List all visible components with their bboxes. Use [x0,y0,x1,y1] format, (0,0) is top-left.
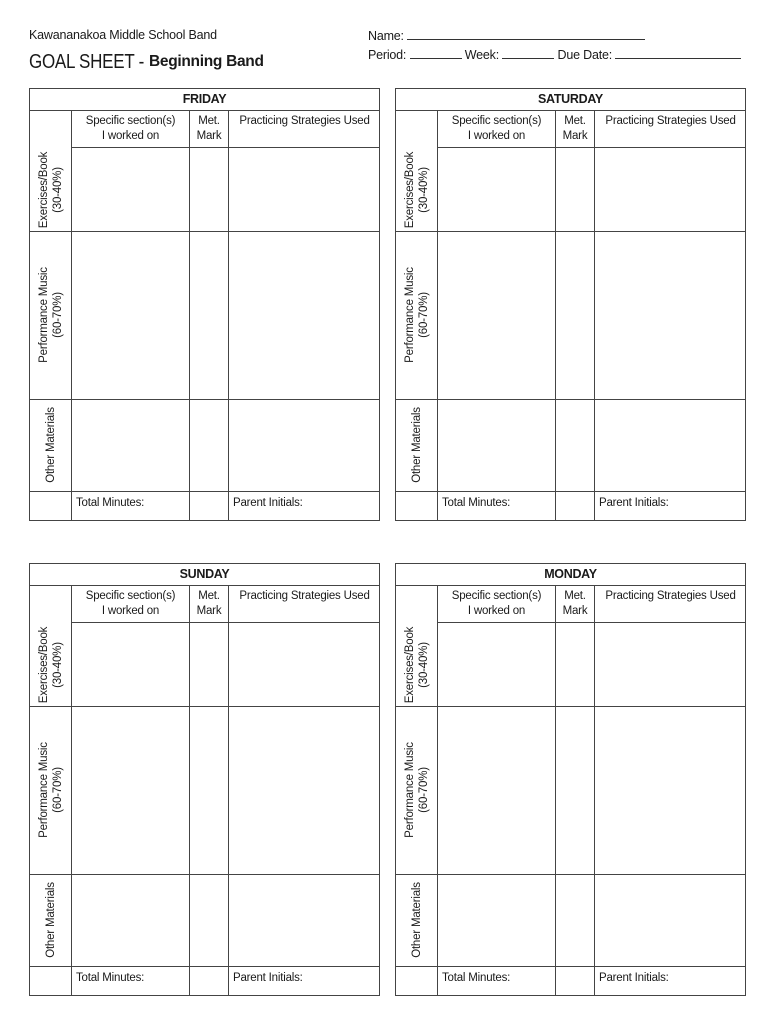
due-date-line[interactable] [615,47,741,59]
name-line[interactable] [407,28,645,40]
parent-initials-label: Parent Initials: [233,972,303,984]
title-main: GOAL SHEET - [29,51,145,73]
name-field[interactable] [368,28,645,43]
row-label-performance: Performance Music (60-70%) [403,742,430,838]
day-heading-saturday: SATURDAY [396,89,745,111]
col-header-met-mark: Met. Mark [190,585,228,623]
page-title [29,51,264,74]
total-minutes-label: Total Minutes: [442,972,511,984]
col-header-met-mark: Met. Mark [190,110,228,148]
row-label-exercises: Exercises/Book (30-40%) [37,626,64,703]
row-label-performance: Performance Music (60-70%) [403,267,430,363]
period-label: Period: [368,48,407,62]
row-label-performance: Performance Music (60-70%) [37,742,64,838]
row-label-performance: Performance Music (60-70%) [37,267,64,363]
day-heading-sunday: SUNDAY [30,564,379,586]
period-line[interactable] [410,47,462,59]
day-card-saturday [395,88,746,521]
day-card-monday [395,563,746,996]
parent-initials-label: Parent Initials: [599,497,669,509]
col-header-strategies: Practicing Strategies Used [229,585,380,623]
col-header-section: Specific section(s) I worked on [72,585,189,623]
row-label-other: Other Materials [44,882,57,958]
total-minutes-label: Total Minutes: [76,497,145,509]
period-week-due-fields [368,47,741,62]
row-label-exercises: Exercises/Book (30-40%) [403,151,430,228]
row-label-exercises: Exercises/Book (30-40%) [403,626,430,703]
col-header-strategies: Practicing Strategies Used [595,110,746,148]
total-minutes-label: Total Minutes: [442,497,511,509]
day-heading-monday: MONDAY [396,564,745,586]
name-label: Name: [368,29,404,43]
total-minutes-label: Total Minutes: [76,972,145,984]
col-header-section: Specific section(s) I worked on [438,110,555,148]
col-header-section: Specific section(s) I worked on [72,110,189,148]
week-line[interactable] [502,47,554,59]
row-label-other: Other Materials [410,407,423,483]
row-label-other: Other Materials [44,407,57,483]
row-label-exercises: Exercises/Book (30-40%) [37,151,64,228]
title-subtitle: Beginning Band [149,53,264,70]
row-label-other: Other Materials [410,882,423,958]
day-heading-friday: FRIDAY [30,89,379,111]
col-header-strategies: Practicing Strategies Used [595,585,746,623]
day-card-friday [29,88,380,521]
school-name: Kawananakoa Middle School Band [29,28,217,42]
col-header-section: Specific section(s) I worked on [438,585,555,623]
col-header-strategies: Practicing Strategies Used [229,110,380,148]
parent-initials-label: Parent Initials: [233,497,303,509]
day-card-sunday [29,563,380,996]
week-label: Week: [464,48,499,62]
col-header-met-mark: Met. Mark [556,585,594,623]
parent-initials-label: Parent Initials: [599,972,669,984]
col-header-met-mark: Met. Mark [556,110,594,148]
due-date-label: Due Date: [557,48,613,62]
